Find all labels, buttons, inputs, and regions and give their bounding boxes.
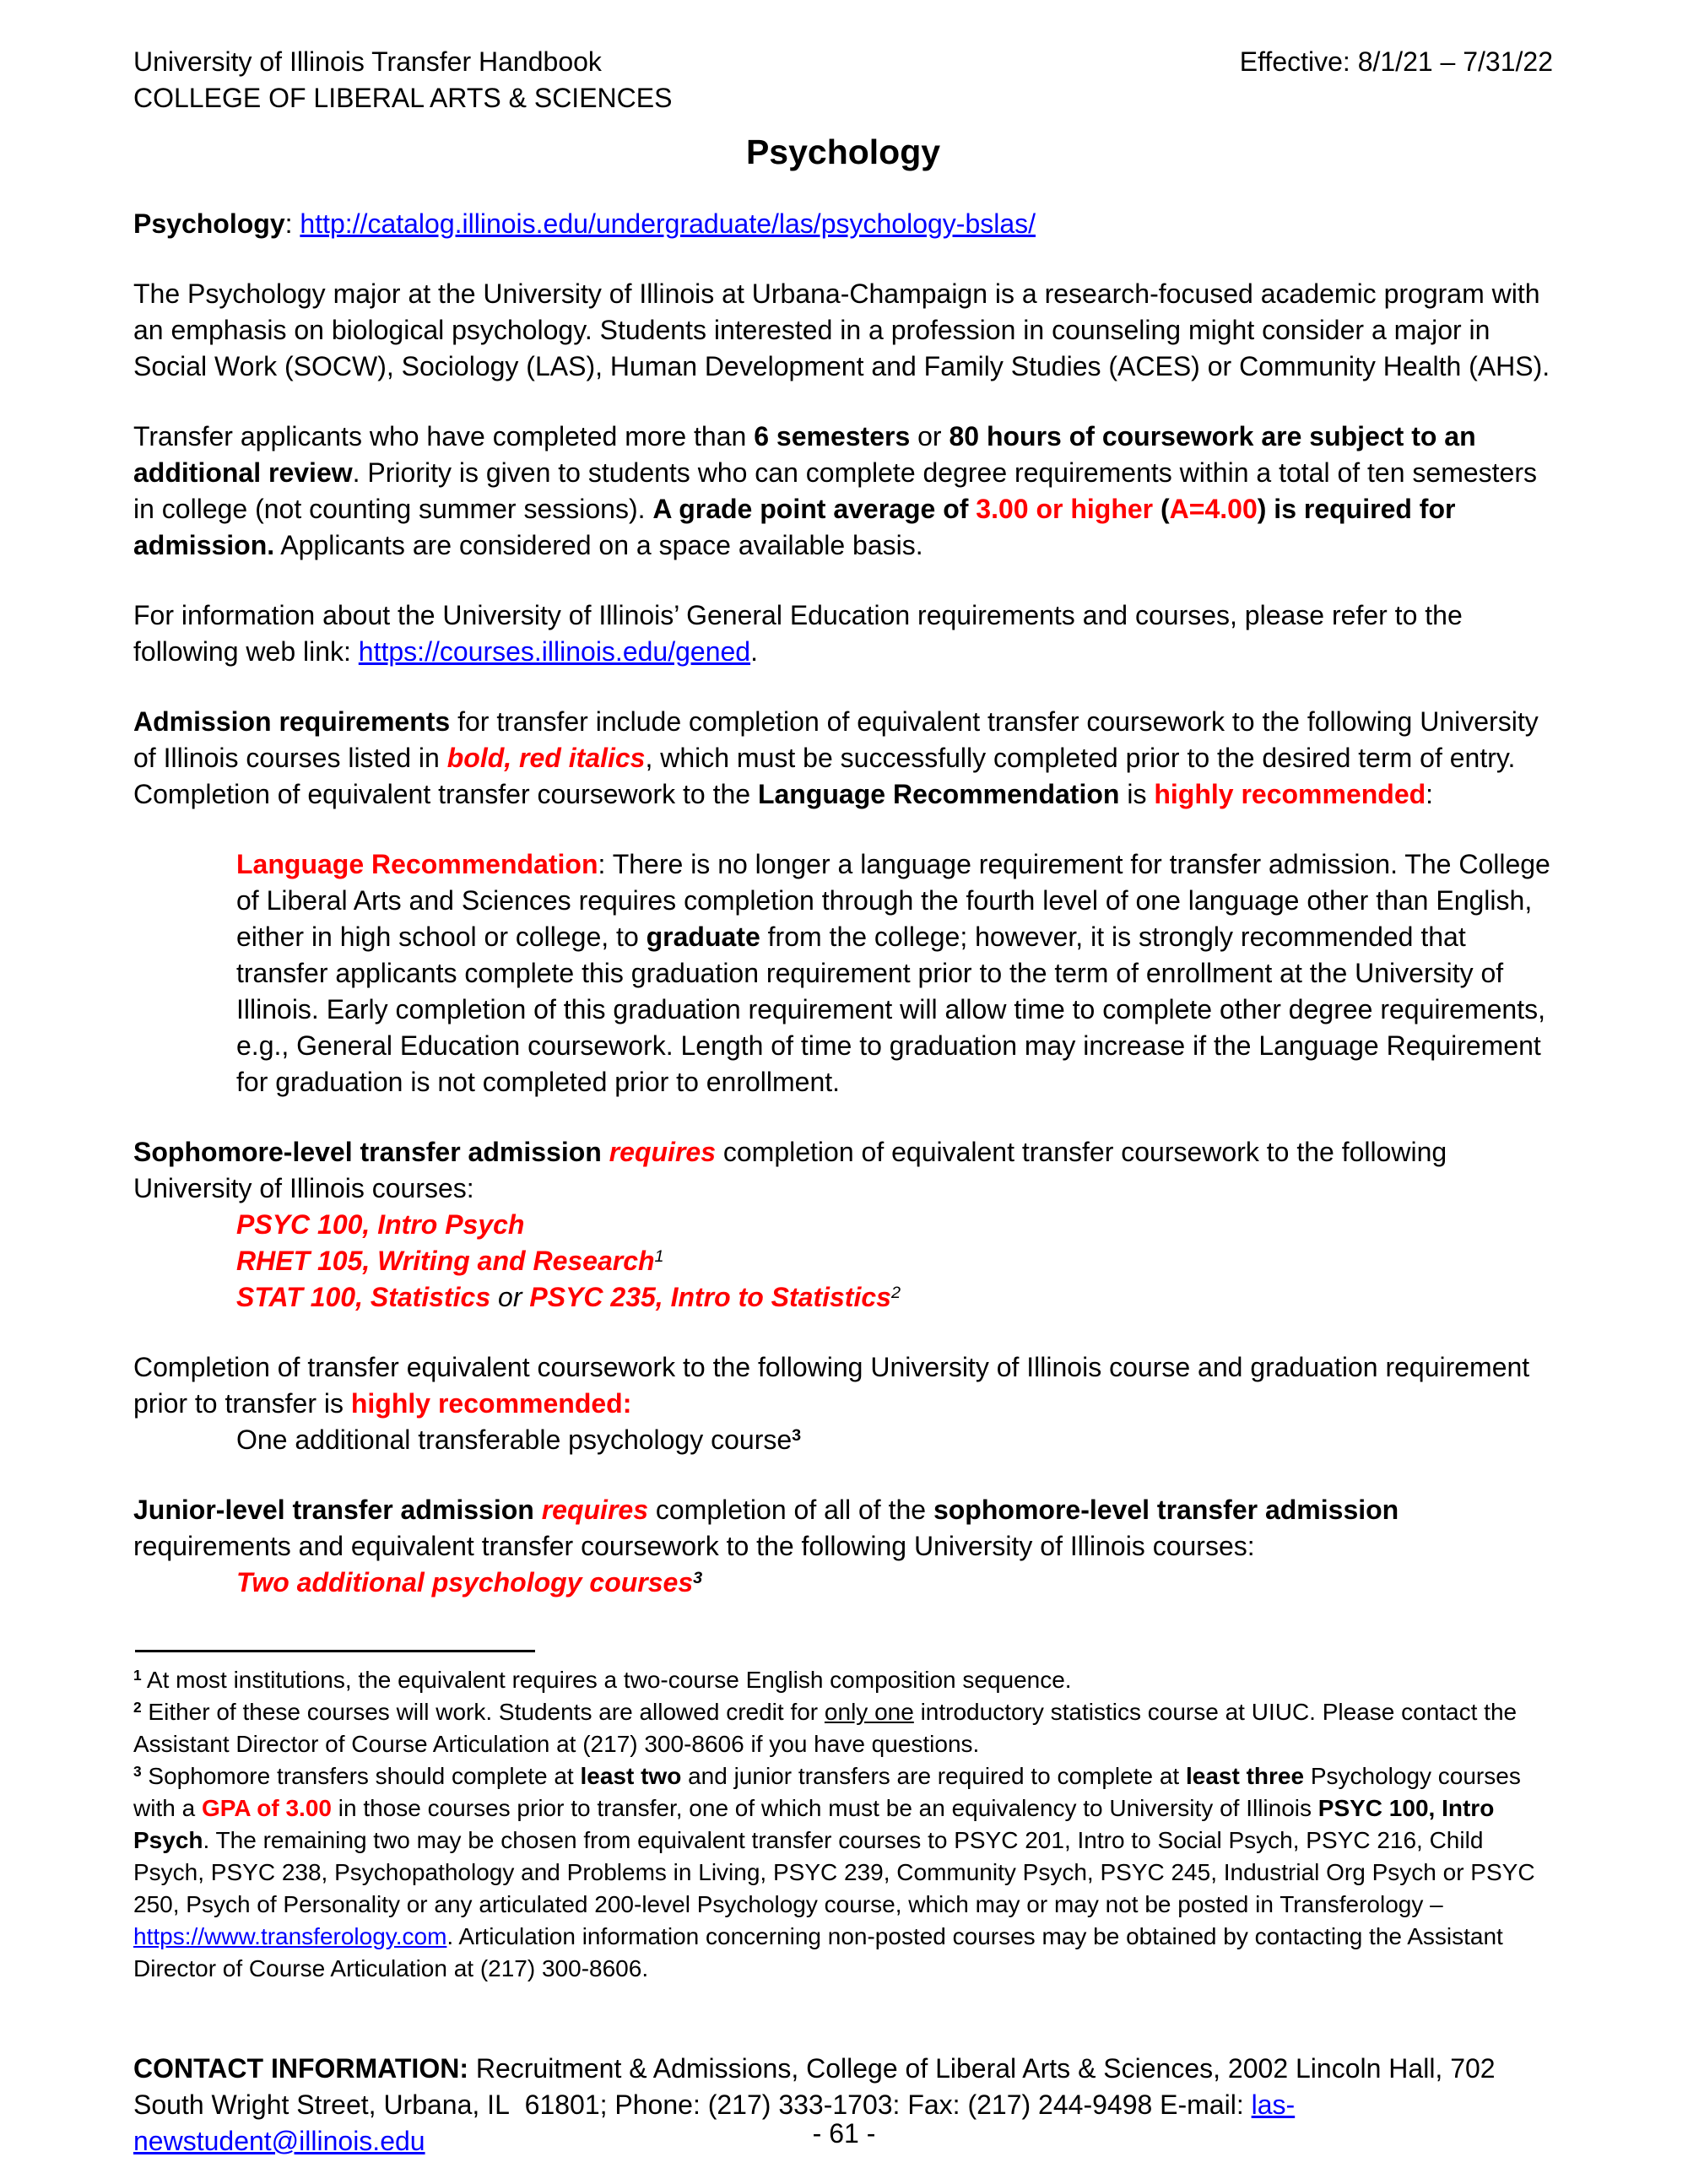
page-number: - 61 - [812, 2118, 876, 2149]
text-run [534, 1495, 542, 1525]
text-run: : [284, 208, 300, 239]
text-run: graduate [646, 922, 760, 952]
text-run: PSYC 235, Intro to Statistics [529, 1282, 891, 1312]
text-run: CONTACT INFORMATION: [133, 2053, 468, 2084]
text-run: : There is no longer a language requirement for transfer admission. The College of Liberal Arts and Sciences requires completion through the fourth level of one language other than English, either in high school or college, to [236, 849, 1550, 952]
hyperlink[interactable]: https://courses.illinois.edu/gened [358, 636, 751, 667]
course-psyc-100 [236, 1207, 1553, 1243]
para-admission-requirements [133, 704, 1553, 813]
text-run: for transfer include completion of equivalent transfer coursework to the following University of Illinois courses listed in [133, 706, 1539, 773]
text-run: sophomore-level transfer admission [933, 1495, 1399, 1525]
text-run: Language Recommendation [757, 779, 1120, 809]
course-one-additional [236, 1422, 1553, 1458]
page-header [133, 44, 1553, 116]
course-rhet-105 [236, 1243, 1553, 1279]
text-run: GPA of 3.00 [201, 1795, 332, 1821]
footnotes [133, 1664, 1553, 1985]
text-run: 80 hours of coursework are subject to an additional review [133, 421, 1476, 488]
effective-dates: Effective: 8/1/21 – 7/31/22 [1239, 46, 1553, 77]
text-run: 3 [693, 1569, 703, 1588]
text-run [602, 1137, 609, 1167]
text-run: or [490, 1282, 530, 1312]
footnote-2 [133, 1696, 1553, 1760]
course-stat-100 [236, 1279, 1553, 1316]
text-run: is [1119, 779, 1155, 809]
footnote-3 [133, 1760, 1553, 1985]
hyperlink[interactable]: las-newstudent@illinois.edu [133, 2089, 1296, 2156]
handbook-title: University of Illinois Transfer Handbook [133, 46, 602, 77]
text-run: least three [1185, 1763, 1305, 1789]
text-run: At most institutions, the equivalent requires a two-course English composition sequence. [141, 1667, 1072, 1693]
text-run: requirements and equivalent transfer coursework to the following University of Illinois courses: [133, 1531, 1255, 1561]
text-run: 3 [792, 1426, 802, 1446]
text-run: requires [541, 1495, 648, 1525]
text-run: Psychology [133, 208, 285, 239]
text-run: ( [1153, 494, 1170, 524]
college-name: COLLEGE OF LIBERAL ARTS & SCIENCES [133, 83, 673, 113]
text-run: Sophomore-level transfer admission [133, 1137, 602, 1167]
language-recommendation-block [236, 846, 1553, 1100]
text-run: in those courses prior to transfer, one of which must be an equivalency to University of Illinois [331, 1795, 1318, 1821]
header-left [133, 44, 672, 116]
text-run: 1 [133, 1667, 142, 1684]
text-run: STAT 100, Statistics [236, 1282, 491, 1312]
text-run: least two [580, 1763, 682, 1789]
para-transfer-applicants [133, 419, 1553, 564]
text-run: requires [609, 1137, 716, 1167]
para-catalog-link [133, 206, 1553, 242]
text-run: For information about the University of Illinois’ General Education requirements and courses, please refer to the following web link: [133, 600, 1463, 667]
hyperlink[interactable]: http://catalog.illinois.edu/undergraduate/las/psychology-bslas/ [300, 208, 1036, 239]
text-run: 3 [133, 1763, 142, 1781]
text-run: PSYC 100, Intro Psych [236, 1209, 525, 1240]
text-run: or [910, 421, 950, 451]
text-run: Junior-level transfer admission [133, 1495, 534, 1525]
text-run: Applicants are considered on a space available basis. [274, 530, 923, 560]
text-run: Two additional psychology courses [236, 1567, 694, 1597]
text-run: : [1426, 779, 1434, 809]
text-run: from the college; however, it is strongly recommended that transfer applicants complete this graduation requirement prior to the term of enrollment at the University of Illinois. Early completion of this graduation requirement will allow time to complete other degree requirements, e.g., General Education coursework. Length of time to graduation may increase if the Language Requirement for graduation is not completed prior to enrollment. [236, 922, 1545, 1097]
text-run: PSYC 100, Intro Psych [133, 1795, 1495, 1853]
text-run: One additional transferable psychology course [236, 1424, 793, 1455]
course-two-additional [236, 1565, 1553, 1601]
text-run: , which must be successfully completed prior to the desired term of entry. Completion of equivalent transfer coursework to the [133, 743, 1516, 809]
text-run: The Psychology major at the University of Illinois at Urbana-Champaign is a research-focused academic program with an emphasis on biological psychology. Students interested in a profession in counseling might consider a major in Social Work (SOCW), Sociology (LAS), Human Development and Family Studies (ACES) or Community Health (AHS). [133, 278, 1550, 381]
text-run: 3.00 or higher [976, 494, 1154, 524]
text-run: completion of all of the [647, 1495, 933, 1525]
para-completion-recommended [133, 1349, 1553, 1422]
text-run: A=4.00 [1169, 494, 1258, 524]
text-run: highly recommended: [350, 1388, 632, 1419]
footnote-separator [135, 1650, 535, 1652]
text-run: . The remaining two may be chosen from equivalent transfer courses to PSYC 201, Intro to Social Psych, PSYC 216, Child Psych, PSYC 238, Psychopathology and Problems in Living, PSYC 239, Community Psych, PSYC 245, Industrial Org Psych or PSYC 250, Psych of Personality or any articulated 200-level Psychology course, which may or may not be posted in Transferology – [133, 1827, 1535, 1917]
text-run: only one [824, 1699, 914, 1725]
text-run: introductory statistics course at UIUC. Please contact the Assistant Director of Course Articulation at (217) 300-8606 if you have questions. [133, 1699, 1518, 1757]
text-run: 1 [654, 1247, 664, 1267]
text-run: Either of these courses will work. Students are allowed credit for [141, 1699, 825, 1725]
text-run: Completion of transfer equivalent coursework to the following University of Illinois course and graduation requirement prior to transfer is [133, 1352, 1530, 1419]
text-run: ) is required for admission. [133, 494, 1456, 560]
footnote-1 [133, 1664, 1553, 1696]
text-run: Transfer applicants who have completed more than [133, 421, 755, 451]
para-gened [133, 597, 1553, 670]
para-sophomore-admission [133, 1134, 1553, 1207]
text-run: bold, red italics [446, 743, 646, 773]
text-run: Admission requirements [133, 706, 451, 737]
text-run: Recruitment & Admissions, College of Liberal Arts & Sciences, 2002 Lincoln Hall, 702 South Wright Street, Urbana, IL 61801; Phone: (217) 333-1703: Fax: (217) 244-9498 E-mail: [133, 2053, 1496, 2120]
text-run: 2 [890, 1284, 901, 1303]
text-run: 6 semesters [754, 421, 911, 451]
para-junior-admission [133, 1492, 1553, 1565]
text-run: . [750, 636, 758, 667]
text-run: highly recommended [1154, 779, 1426, 809]
text-run: . Articulation information concerning non-posted courses may be obtained by contacting the Assistant Director of Course Articulation at (217) 300-8606. [133, 1923, 1503, 1981]
text-run: . Priority is given to students who can complete degree requirements within a total of ten semesters in college (not counting summer sessions). [133, 457, 1537, 524]
text-run: 2 [133, 1699, 142, 1716]
text-run: Psychology courses with a [133, 1763, 1521, 1821]
text-run: and junior transfers are required to complete at [681, 1763, 1186, 1789]
text-run: Language Recommendation [236, 849, 598, 879]
text-run: Sophomore transfers should complete at [141, 1763, 581, 1789]
text-run: completion of equivalent transfer coursework to the following University of Illinois courses: [133, 1137, 1447, 1203]
text-run: A grade point average of [652, 494, 977, 524]
text-run: RHET 105, Writing and Research [236, 1246, 655, 1276]
hyperlink[interactable]: https://www.transferology.com [133, 1923, 447, 1949]
para-intro [133, 276, 1553, 385]
page-title: Psychology [745, 132, 941, 171]
